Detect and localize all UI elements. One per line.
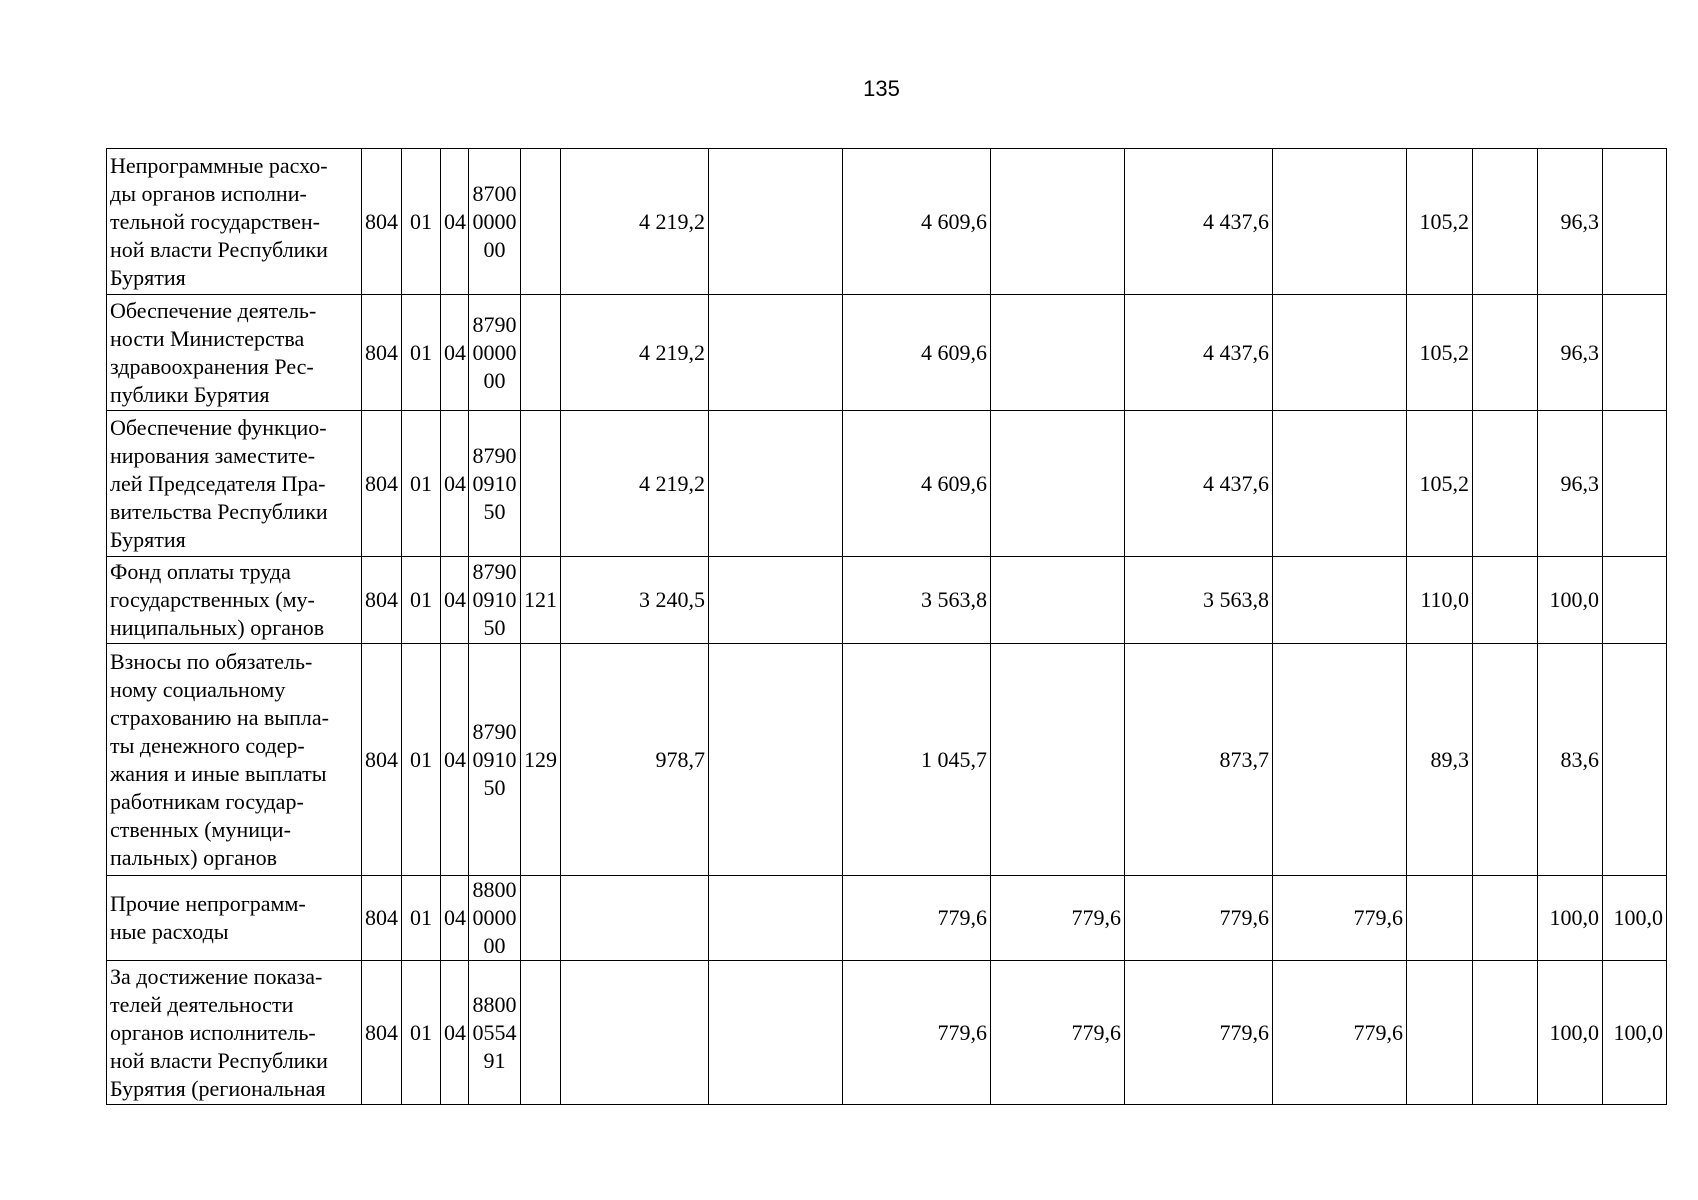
percent-cell-3: 100,0 xyxy=(1538,557,1603,644)
expense-name-line: За достижение показа- xyxy=(110,963,323,989)
amount-cell-5: 873,7 xyxy=(1125,644,1273,876)
target-article-line: 8790 xyxy=(472,559,517,584)
expense-name-line: нирования заместите- xyxy=(110,442,316,468)
amount-cell-6: 779,6 xyxy=(1273,961,1407,1105)
expense-type-cell: 129 xyxy=(521,644,561,876)
percent-cell-2 xyxy=(1473,557,1538,644)
table-row xyxy=(107,295,1667,411)
section-code-cell: 01 xyxy=(402,644,441,876)
target-article-line: 0000 xyxy=(472,208,517,234)
subsection-code-cell: 04 xyxy=(441,876,469,961)
target-article-line: 0000 xyxy=(472,339,517,365)
percent-cell-3: 100,0 xyxy=(1538,961,1603,1105)
budget-table-body xyxy=(107,149,1667,1105)
percent-cell-4 xyxy=(1603,557,1667,644)
amount-cell-6 xyxy=(1273,295,1407,411)
amount-cell-4: 779,6 xyxy=(991,876,1125,961)
percent-cell-4 xyxy=(1603,644,1667,876)
amount-cell-2 xyxy=(709,149,843,295)
subsection-code-cell: 04 xyxy=(441,295,469,411)
percent-cell-3: 83,6 xyxy=(1538,644,1603,876)
expense-name-line: здравоохранения Рес- xyxy=(110,353,314,379)
amount-cell-3: 779,6 xyxy=(843,961,991,1105)
section-code-cell: 01 xyxy=(402,411,441,557)
target-article-line: 91 xyxy=(483,1047,506,1073)
grbs-code-cell: 804 xyxy=(362,149,402,295)
subsection-code-cell: 04 xyxy=(441,644,469,876)
grbs-code-cell: 804 xyxy=(362,876,402,961)
amount-cell-6 xyxy=(1273,149,1407,295)
expense-name-line: Обеспечение функцио- xyxy=(110,414,327,440)
amount-cell-3: 1 045,7 xyxy=(843,644,991,876)
expense-name-line: работникам государ- xyxy=(110,788,304,814)
expense-name-cell xyxy=(107,961,362,1105)
expense-name-cell xyxy=(107,411,362,557)
percent-cell-3: 96,3 xyxy=(1538,411,1603,557)
expense-name-line: лей Председателя Пра- xyxy=(110,470,326,496)
amount-cell-2 xyxy=(709,644,843,876)
amount-cell-5: 4 437,6 xyxy=(1125,411,1273,557)
target-article-line: 8800 xyxy=(472,991,517,1017)
expense-name-line: Взносы по обязатель- xyxy=(110,648,313,674)
expense-name-cell xyxy=(107,295,362,411)
target-article-cell xyxy=(469,961,521,1105)
percent-cell-4: 100,0 xyxy=(1603,961,1667,1105)
amount-cell-4: 779,6 xyxy=(991,961,1125,1105)
expense-name-line: ниципальных) органов xyxy=(110,615,325,640)
expense-name-line: Фонд оплаты труда xyxy=(110,559,291,584)
expense-name-line: государственных (му- xyxy=(110,587,315,612)
percent-cell-2 xyxy=(1473,411,1538,557)
amount-cell-5: 3 563,8 xyxy=(1125,557,1273,644)
amount-cell-5: 4 437,6 xyxy=(1125,149,1273,295)
subsection-code-cell: 04 xyxy=(441,961,469,1105)
expense-name-cell xyxy=(107,557,362,644)
expense-name-line: вительства Республики xyxy=(110,498,328,524)
amount-cell-1 xyxy=(561,961,709,1105)
amount-cell-1: 4 219,2 xyxy=(561,149,709,295)
percent-cell-1 xyxy=(1407,876,1473,961)
section-code-cell: 01 xyxy=(402,557,441,644)
amount-cell-4 xyxy=(991,644,1125,876)
expense-name-line: публики Бурятия xyxy=(110,381,270,407)
amount-cell-3: 4 609,6 xyxy=(843,295,991,411)
target-article-cell xyxy=(469,295,521,411)
page-number: 135 xyxy=(863,76,900,101)
table-row xyxy=(107,557,1667,644)
expense-name-line: Непрограммные расхо- xyxy=(110,152,328,178)
target-article-line: 8790 xyxy=(472,311,517,337)
percent-cell-2 xyxy=(1473,149,1538,295)
subsection-code-cell: 04 xyxy=(441,149,469,295)
expense-type-cell xyxy=(521,411,561,557)
amount-cell-2 xyxy=(709,295,843,411)
table-row xyxy=(107,961,1667,1105)
amount-cell-5: 779,6 xyxy=(1125,876,1273,961)
target-article-line: 8800 xyxy=(472,877,517,902)
target-article-line: 0910 xyxy=(472,470,517,496)
amount-cell-1: 978,7 xyxy=(561,644,709,876)
target-article-cell xyxy=(469,557,521,644)
expense-name-cell xyxy=(107,644,362,876)
grbs-code-cell: 804 xyxy=(362,557,402,644)
target-article-line: 0554 xyxy=(472,1019,517,1045)
table-row xyxy=(107,876,1667,961)
percent-cell-1 xyxy=(1407,961,1473,1105)
expense-name-line: телей деятельности xyxy=(110,991,294,1017)
percent-cell-2 xyxy=(1473,876,1538,961)
percent-cell-1: 89,3 xyxy=(1407,644,1473,876)
expense-name-line: ной власти Республики xyxy=(110,236,328,262)
target-article-line: 8700 xyxy=(472,180,517,206)
amount-cell-1: 4 219,2 xyxy=(561,411,709,557)
percent-cell-2 xyxy=(1473,961,1538,1105)
grbs-code-cell: 804 xyxy=(362,961,402,1105)
amount-cell-4 xyxy=(991,411,1125,557)
amount-cell-3: 4 609,6 xyxy=(843,149,991,295)
subsection-code-cell: 04 xyxy=(441,557,469,644)
target-article-line: 50 xyxy=(483,774,506,800)
amount-cell-2 xyxy=(709,876,843,961)
expense-name-cell xyxy=(107,876,362,961)
target-article-cell xyxy=(469,876,521,961)
expense-name-line: Бурятия (региональная xyxy=(110,1075,326,1101)
percent-cell-1: 105,2 xyxy=(1407,149,1473,295)
percent-cell-1: 105,2 xyxy=(1407,411,1473,557)
target-article-line: 0910 xyxy=(472,587,517,612)
expense-type-cell xyxy=(521,149,561,295)
percent-cell-4 xyxy=(1603,295,1667,411)
expense-name-line: ности Министерства xyxy=(110,325,305,351)
expense-name-line: жания и иные выплаты xyxy=(110,760,327,786)
percent-cell-1: 105,2 xyxy=(1407,295,1473,411)
table-row xyxy=(107,644,1667,876)
target-article-line: 50 xyxy=(483,498,506,524)
amount-cell-2 xyxy=(709,411,843,557)
percent-cell-4 xyxy=(1603,411,1667,557)
percent-cell-3: 96,3 xyxy=(1538,149,1603,295)
target-article-line: 00 xyxy=(483,236,506,262)
amount-cell-6: 779,6 xyxy=(1273,876,1407,961)
target-article-line: 00 xyxy=(483,933,506,958)
percent-cell-3: 96,3 xyxy=(1538,295,1603,411)
grbs-code-cell: 804 xyxy=(362,411,402,557)
expense-name-line: пальных) органов xyxy=(110,844,278,870)
target-article-cell xyxy=(469,149,521,295)
amount-cell-6 xyxy=(1273,411,1407,557)
percent-cell-4: 100,0 xyxy=(1603,876,1667,961)
subsection-code-cell: 04 xyxy=(441,411,469,557)
expense-name-line: ному социальному xyxy=(110,676,286,702)
expense-type-cell xyxy=(521,876,561,961)
target-article-cell xyxy=(469,411,521,557)
amount-cell-1: 3 240,5 xyxy=(561,557,709,644)
amount-cell-6 xyxy=(1273,644,1407,876)
amount-cell-3: 4 609,6 xyxy=(843,411,991,557)
expense-name-line: страхованию на выпла- xyxy=(110,704,329,730)
percent-cell-2 xyxy=(1473,644,1538,876)
amount-cell-3: 779,6 xyxy=(843,876,991,961)
amount-cell-1 xyxy=(561,876,709,961)
target-article-cell xyxy=(469,644,521,876)
amount-cell-4 xyxy=(991,295,1125,411)
target-article-line: 0000 xyxy=(472,905,517,930)
expense-name-line: Бурятия xyxy=(110,526,186,552)
expense-name-line: органов исполнитель- xyxy=(110,1019,316,1045)
amount-cell-3: 3 563,8 xyxy=(843,557,991,644)
amount-cell-6 xyxy=(1273,557,1407,644)
percent-cell-1: 110,0 xyxy=(1407,557,1473,644)
amount-cell-5: 4 437,6 xyxy=(1125,295,1273,411)
amount-cell-5: 779,6 xyxy=(1125,961,1273,1105)
budget-table xyxy=(106,148,1667,1105)
target-article-line: 50 xyxy=(483,615,506,640)
target-article-line: 0910 xyxy=(472,746,517,772)
percent-cell-4 xyxy=(1603,149,1667,295)
section-code-cell: 01 xyxy=(402,149,441,295)
expense-name-line: Бурятия xyxy=(110,264,186,290)
table-row xyxy=(107,411,1667,557)
expense-name-cell xyxy=(107,149,362,295)
target-article-line: 8790 xyxy=(472,442,517,468)
expense-type-cell xyxy=(521,295,561,411)
section-code-cell: 01 xyxy=(402,961,441,1105)
amount-cell-4 xyxy=(991,557,1125,644)
grbs-code-cell: 804 xyxy=(362,644,402,876)
percent-cell-2 xyxy=(1473,295,1538,411)
section-code-cell: 01 xyxy=(402,295,441,411)
section-code-cell: 01 xyxy=(402,876,441,961)
expense-name-line: ды органов исполни- xyxy=(110,180,307,206)
target-article-line: 8790 xyxy=(472,718,517,744)
expense-type-cell xyxy=(521,961,561,1105)
grbs-code-cell: 804 xyxy=(362,295,402,411)
expense-name-line: ной власти Республики xyxy=(110,1047,328,1073)
table-row xyxy=(107,149,1667,295)
amount-cell-2 xyxy=(709,557,843,644)
expense-name-line: ты денежного содер- xyxy=(110,732,305,758)
amount-cell-1: 4 219,2 xyxy=(561,295,709,411)
expense-name-line: Прочие непрограмм- xyxy=(110,891,306,916)
expense-name-line: ные расходы xyxy=(110,919,229,944)
amount-cell-2 xyxy=(709,961,843,1105)
expense-name-line: ственных (муници- xyxy=(110,816,291,842)
target-article-line: 00 xyxy=(483,367,506,393)
percent-cell-3: 100,0 xyxy=(1538,876,1603,961)
expense-name-line: тельной государствен- xyxy=(110,208,321,234)
expense-name-line: Обеспечение деятель- xyxy=(110,297,317,323)
amount-cell-4 xyxy=(991,149,1125,295)
expense-type-cell: 121 xyxy=(521,557,561,644)
